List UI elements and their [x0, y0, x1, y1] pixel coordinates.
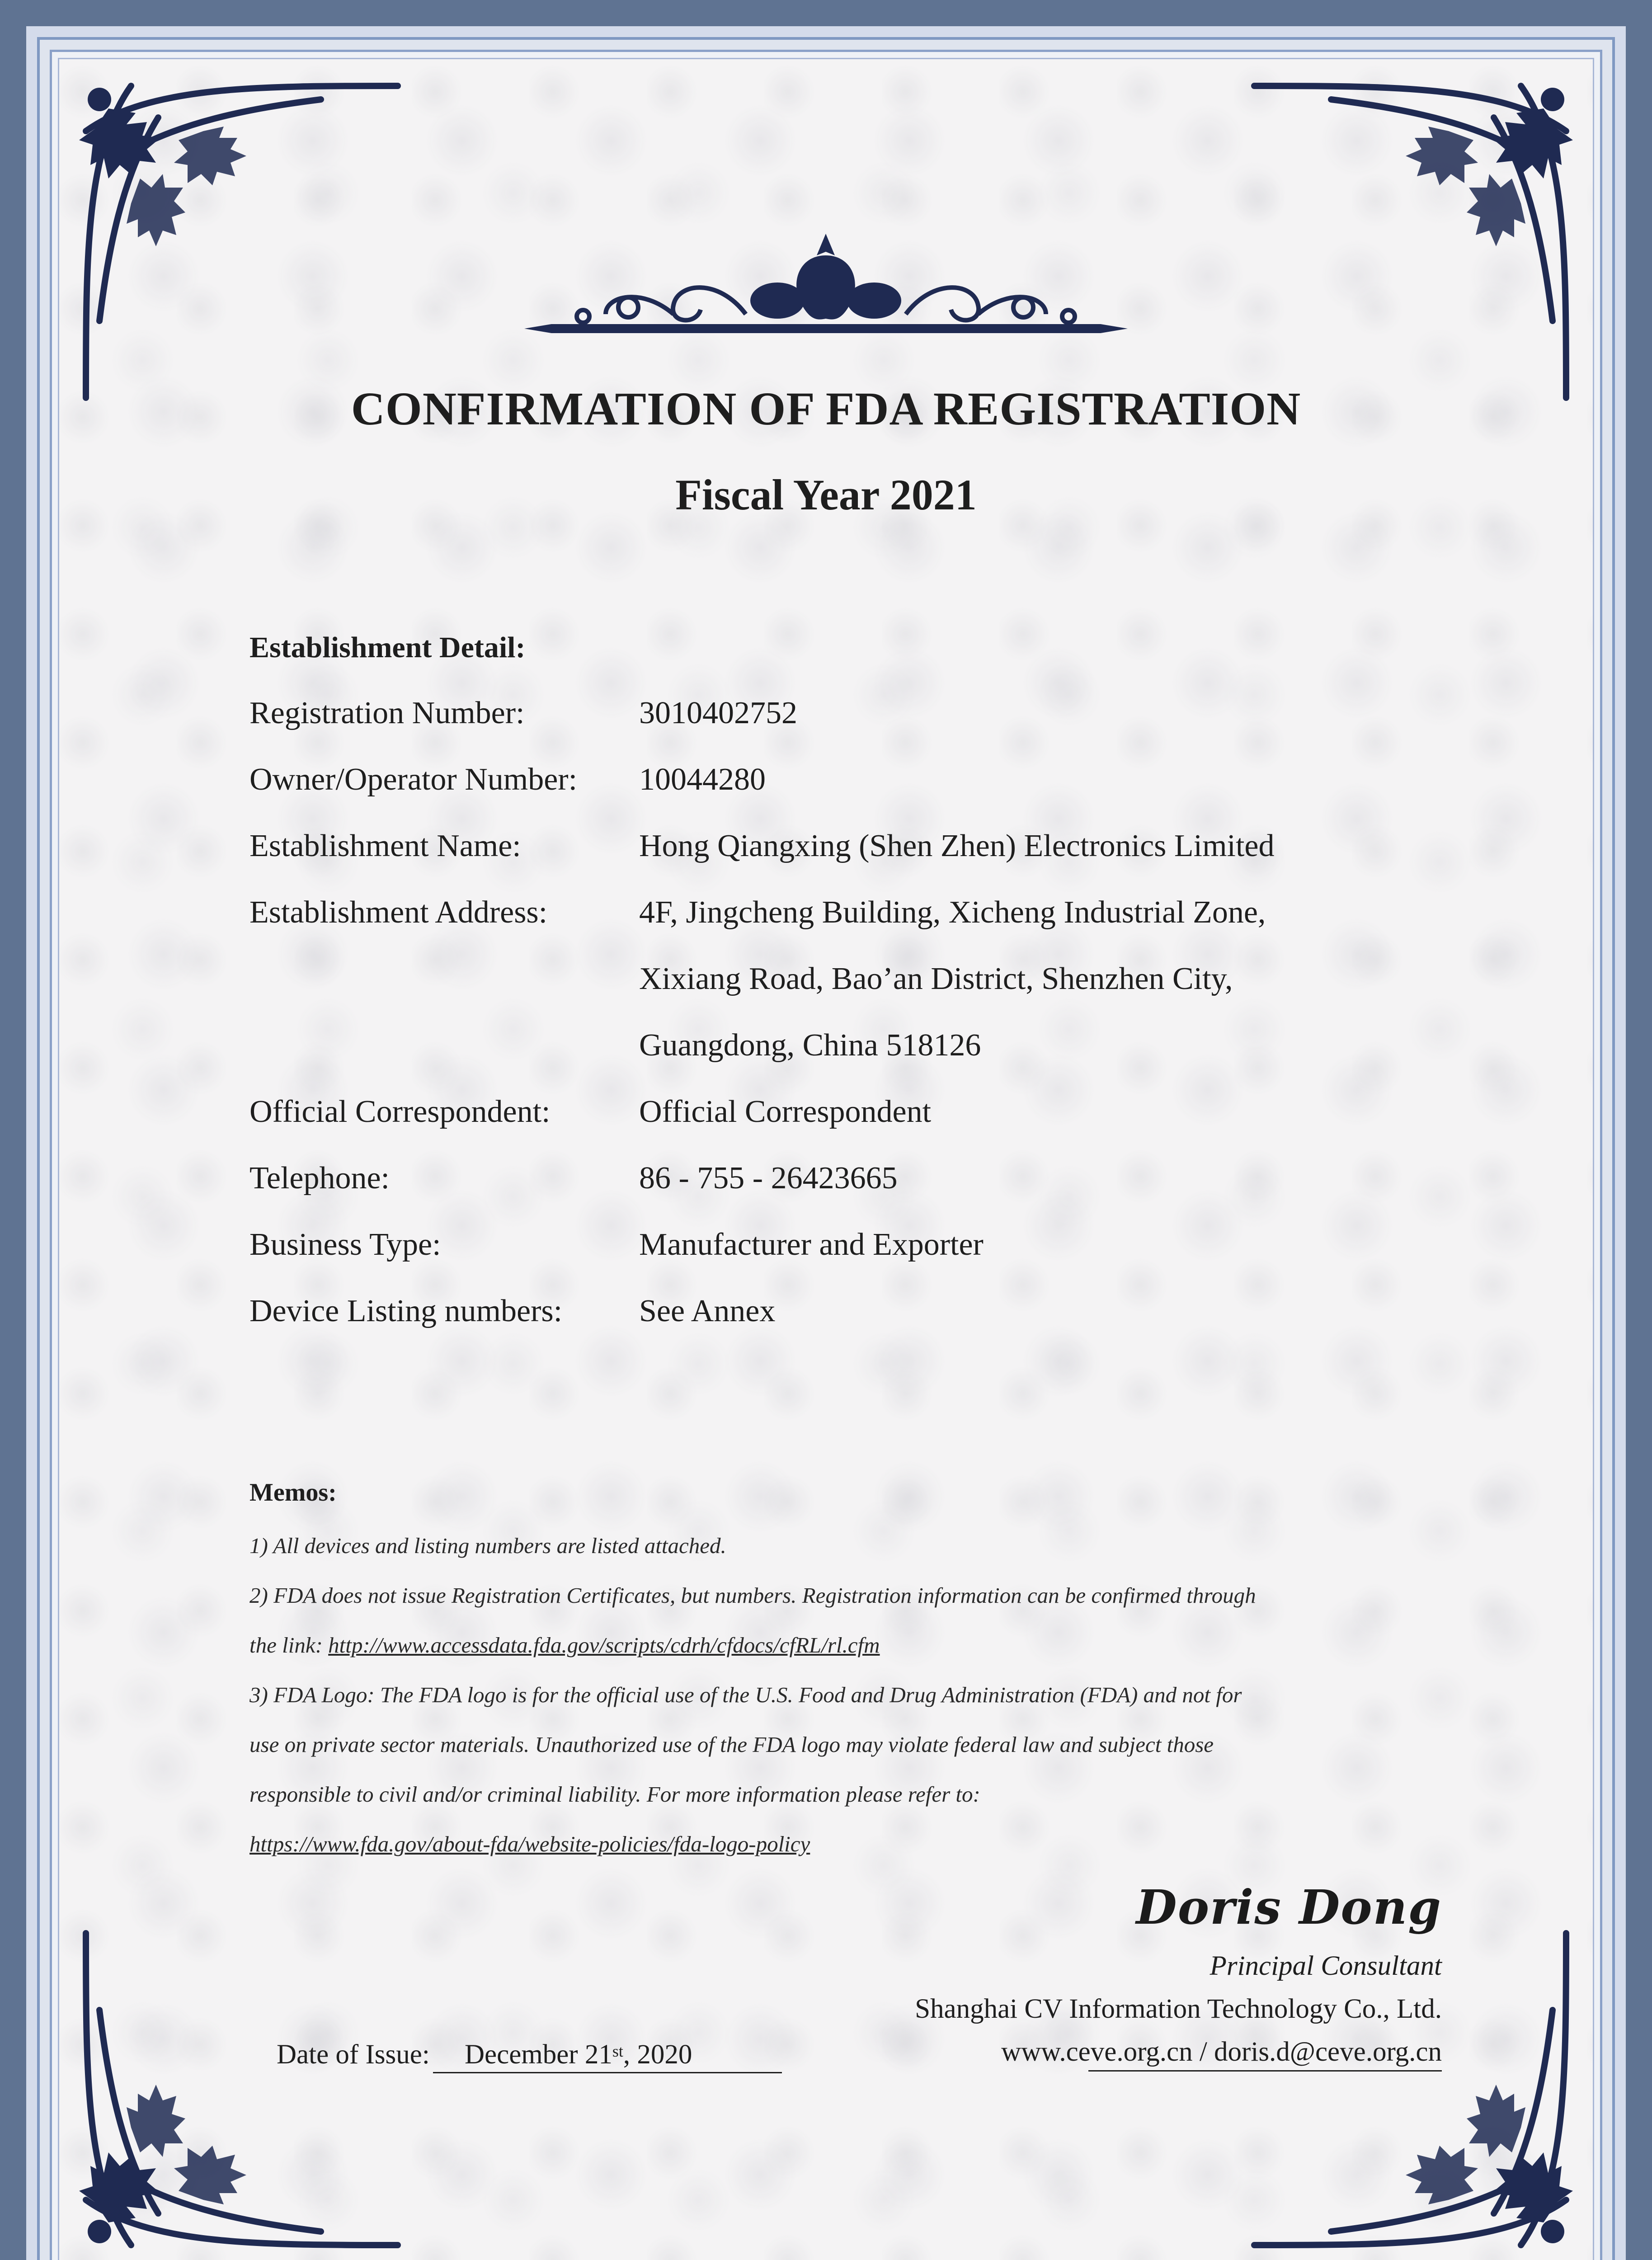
- detail-label: Owner/Operator Number:: [249, 762, 578, 797]
- detail-label: Establishment Name:: [249, 829, 521, 863]
- date-day-suffix: st: [612, 2042, 623, 2060]
- fda-logo-policy-link[interactable]: https://www.fda.gov/about-fda/website-policies/fda-logo-policy: [249, 1832, 810, 1856]
- detail-row-device-listing-numbers: [249, 1278, 1470, 1345]
- detail-label: Telephone:: [249, 1161, 390, 1196]
- detail-row-address-line-3: [249, 1012, 1470, 1079]
- detail-row-telephone: [249, 1145, 1470, 1212]
- detail-value: Hong Qiangxing (Shen Zhen) Electronics Limited: [639, 829, 1275, 863]
- detail-value: 4F, Jingcheng Building, Xicheng Industrial Zone,: [639, 895, 1266, 930]
- date-of-issue-value: [465, 2032, 692, 2077]
- detail-label: Device Listing numbers:: [249, 1294, 563, 1328]
- signatory-company: Shanghai CV Information Technology Co., Ltd.: [915, 1994, 1442, 2024]
- detail-value: See Annex: [639, 1294, 776, 1328]
- memo-line-1: 1) All devices and listing numbers are listed attached.: [249, 1533, 726, 1558]
- accessdata-registration-link[interactable]: http://www.accessdata.fda.gov/scripts/cdrh/cfdocs/cfRL/rl.cfm: [328, 1633, 880, 1657]
- date-year: , 2020: [623, 2039, 692, 2070]
- detail-label: Establishment Address:: [249, 895, 548, 930]
- detail-row-business-type: [249, 1211, 1470, 1278]
- memo-link-prefix: the link:: [249, 1633, 329, 1657]
- signatory-title: Principal Consultant: [1210, 1951, 1442, 1981]
- detail-value: 10044280: [639, 762, 766, 797]
- corner-ornament-bottom-left: [68, 1920, 411, 2260]
- memo-line-3: [249, 1620, 880, 1670]
- memo-line-4: 3) FDA Logo: The FDA logo is for the official use of the U.S. Food and Drug Administration (FDA) and not for: [249, 1682, 1242, 1707]
- signature: Doris Dong: [1136, 1879, 1442, 1935]
- date-underline: [433, 2072, 782, 2073]
- detail-row-owner-operator-number: [249, 746, 1470, 813]
- detail-value: Official Correspondent: [639, 1094, 932, 1129]
- detail-value: 86 - 755 - 26423665: [639, 1161, 898, 1196]
- memo-line-6: responsible to civil and/or criminal liability. For more information please refer to:: [249, 1782, 980, 1807]
- establishment-detail-heading: Establishment Detail:: [249, 631, 526, 664]
- detail-label: Business Type:: [249, 1227, 441, 1262]
- contact-underline: [1088, 2070, 1442, 2072]
- detail-row-address-line-2: [249, 946, 1470, 1012]
- detail-row-official-correspondent: [249, 1078, 1470, 1145]
- date-day: December 21: [465, 2039, 612, 2070]
- detail-row-establishment-address: [249, 879, 1470, 946]
- memo-line-2: 2) FDA does not issue Registration Certificates, but numbers. Registration information can be confirmed through: [249, 1583, 1256, 1608]
- corner-ornament-top-left: [68, 68, 411, 411]
- detail-value: Xixiang Road, Bao’an District, Shenzhen City,: [639, 961, 1233, 996]
- signatory-contact: www.ceve.org.cn / doris.d@ceve.org.cn: [1001, 2037, 1442, 2067]
- detail-row-registration-number: [249, 680, 1470, 747]
- memo-line-5: use on private sector materials. Unauthorized use of the FDA logo may violate federal law and subject those: [249, 1732, 1214, 1757]
- fiscal-year-subtitle: Fiscal Year 2021: [675, 471, 977, 519]
- detail-label: Official Correspondent:: [249, 1094, 551, 1129]
- memos-heading: Memos:: [249, 1478, 337, 1507]
- certificate-title: CONFIRMATION OF FDA REGISTRATION: [351, 383, 1301, 435]
- date-of-issue-label: Date of Issue:: [277, 2039, 430, 2070]
- header-flourish: [524, 228, 1128, 341]
- detail-value: 3010402752: [639, 696, 797, 730]
- detail-value: Guangdong, China 518126: [639, 1028, 981, 1063]
- detail-row-establishment-name: [249, 813, 1470, 880]
- corner-ornament-top-right: [1241, 68, 1584, 411]
- detail-label: Registration Number:: [249, 696, 525, 730]
- detail-value: Manufacturer and Exporter: [639, 1227, 984, 1262]
